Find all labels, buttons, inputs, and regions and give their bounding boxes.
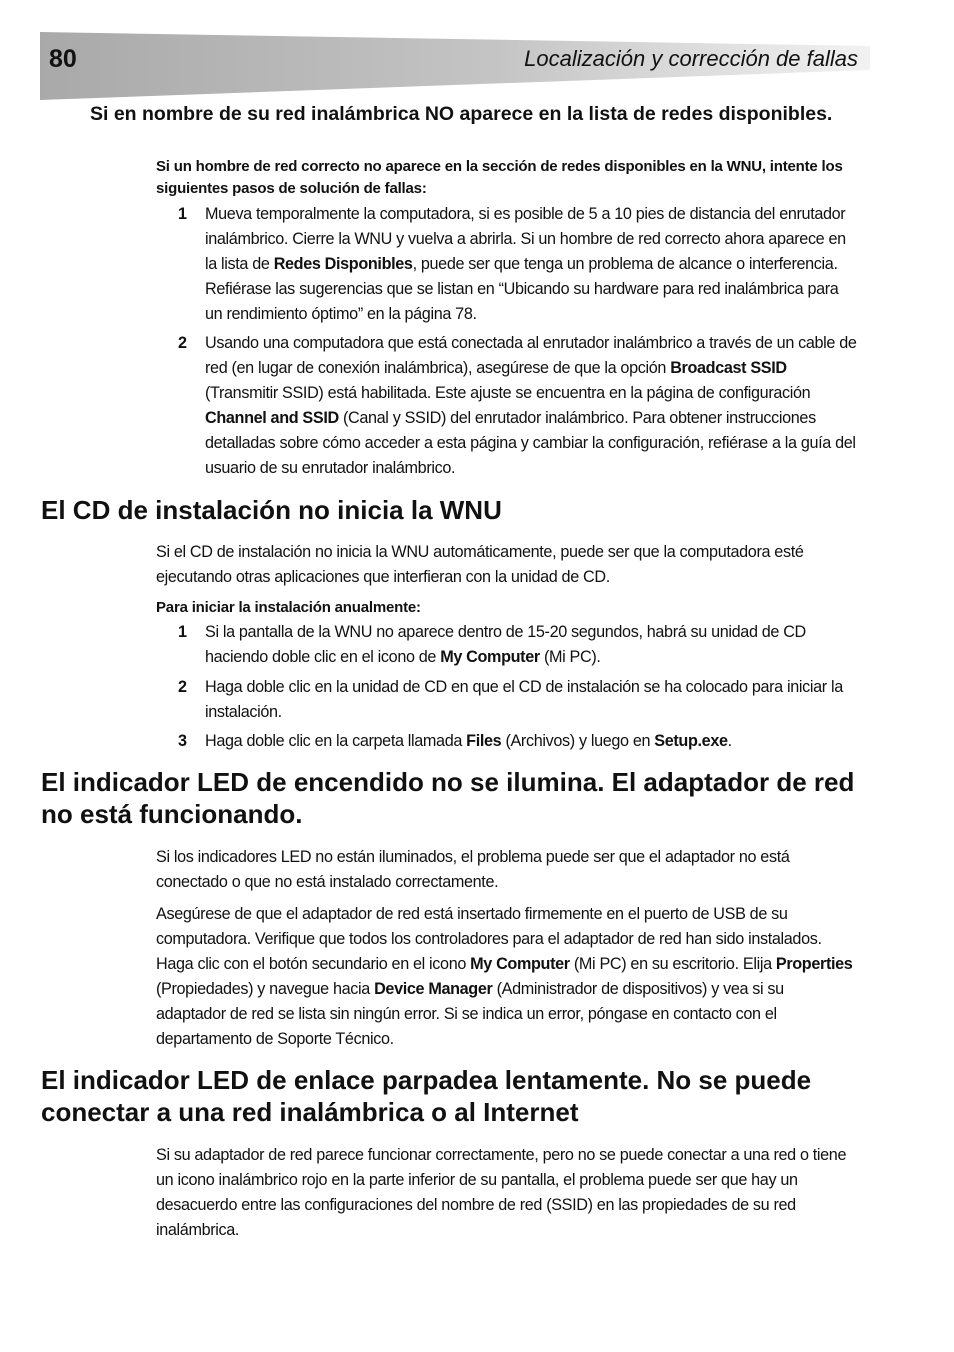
ui-term-files: Files [466,732,502,750]
step-text-part: (Transmitir SSID) está habilitada. Este ajuste se encuentra en la página de configuración [205,384,811,402]
step-text-part: (Archivos) y luego en [501,732,655,750]
step-number: 1 [178,205,187,223]
ui-term-my-computer: My Computer [440,648,540,666]
section4-paragraph: Si su adaptador de red parece funcionar correctamente, pero no se puede conectar a una red o tiene un icono inalámbrico rojo en la parte inferior de su pantalla, el problema puede ser que hay un desacuerdo entre las configuraciones del nombre de red (SSID) en las propiedades de su red inalámbrica. [156,1146,847,1239]
section2-step-3 [178,729,858,754]
step-text [205,729,858,754]
step-number: 1 [178,623,187,641]
para-text-part: (Mi PC) en su escritorio. Elija [569,955,776,973]
section3-heading: El indicador LED de encendido no se ilumina. El adaptador de red no está funcionando. [41,767,855,829]
ui-term-setup-exe: Setup.exe [654,732,728,750]
step-text-part: Haga doble clic en la carpeta llamada [205,732,467,750]
step-text [205,620,858,670]
para-text-part: (Administrador de dispositivos) y vea si su adaptador de red se lista sin ningún error. Si se indica un error, póngase en contacto con el departamento de Soporte Técnico. [156,980,784,1048]
para-text-part: Asegúrese de que el adaptador de red está insertado firmemente en el puerto de USB de su computadora. Verifique que todos los controladores para el adaptador de red han sido instalados. Haga clic con el botón secundario en el icono [156,905,822,973]
step-number: 3 [178,732,187,750]
section1-intro: Si un hombre de red correcto no aparece en la sección de redes disponibles en la WNU, intente los siguientes pasos de solución de fallas: [156,158,843,197]
step-text-part: Si la pantalla de la WNU no aparece dentro de 15-20 segundos, habrá su unidad de CD haciendo doble clic en el icono de [205,623,806,666]
section1-step-2 [178,331,858,481]
step-text [205,202,858,327]
step-text-part: Mueva temporalmente la computadora, si es posible de 5 a 10 pies de distancia del enrutador inalámbrico. Cierre la WNU y vuelva a abrirla. Si un hombre de red correcto ahora aparece en la lista de [205,205,846,273]
section2-paragraph: Si el CD de instalación no inicia la WNU automáticamente, puede ser que la computadora esté ejecutando otras aplicaciones que interfieran con la unidad de CD. [156,543,804,586]
section1-step-1 [178,202,858,327]
step-number: 2 [178,334,187,352]
ui-term-device-manager: Device Manager [374,980,493,998]
section2-step-2 [178,675,858,725]
step-text-part: (Mi PC). [539,648,601,666]
step-number: 2 [178,678,187,696]
running-title: Localización y corrección de fallas [524,46,858,71]
step-text: Haga doble clic en la unidad de CD en que el CD de instalación se ha colocado para iniciar la instalación. [205,678,843,721]
section2-step-1 [178,620,858,670]
page-number: 80 [49,45,77,73]
step-text-part: , puede ser que tenga un problema de alcance o interferencia. Refiérase las sugerencias que se listan en “Ubicando su hardware para red inalámbrica para un rendimiento óptimo” en la página 78. [205,255,839,323]
section2-subheading: Para iniciar la instalación anualmente: [156,599,421,616]
section3-paragraph-2 [156,902,856,1052]
step-text [205,331,858,481]
ui-term-my-computer: My Computer [470,955,570,973]
step-text-part: Usando una computadora que está conectada al enrutador inalámbrico a través de un cable de red (en lugar de conexión inalámbrica), asegúrese de que la opción [205,334,857,377]
ui-term-channel-and-ssid: Channel and SSID [205,409,339,427]
section4-heading: El indicador LED de enlace parpadea lentamente. No se puede conectar a una red inalámbrica o al Internet [41,1065,812,1127]
step-text-part: . [727,732,732,750]
section2-heading: El CD de instalación no inicia la WNU [41,495,502,525]
ui-term-broadcast-ssid: Broadcast SSID [670,359,787,377]
ui-term-redes-disponibles: Redes Disponibles [273,255,413,273]
step-text-part: (Canal y SSID) del enrutador inalámbrico. Para obtener instrucciones detalladas sobre cómo acceder a esta página y cambiar la configuración, refiérase a la guía del usuario de su enrutador inalámbrico. [205,409,856,477]
para-text-part: (Propiedades) y navegue hacia [156,980,375,998]
section3-paragraph-1: Si los indicadores LED no están iluminados, el problema puede ser que el adaptador no está conectado o que no está instalado correctamente. [156,848,790,891]
ui-term-properties: Properties [775,955,853,973]
section1-heading: Si en nombre de su red inalámbrica NO aparece en la lista de redes disponibles. [90,103,833,125]
